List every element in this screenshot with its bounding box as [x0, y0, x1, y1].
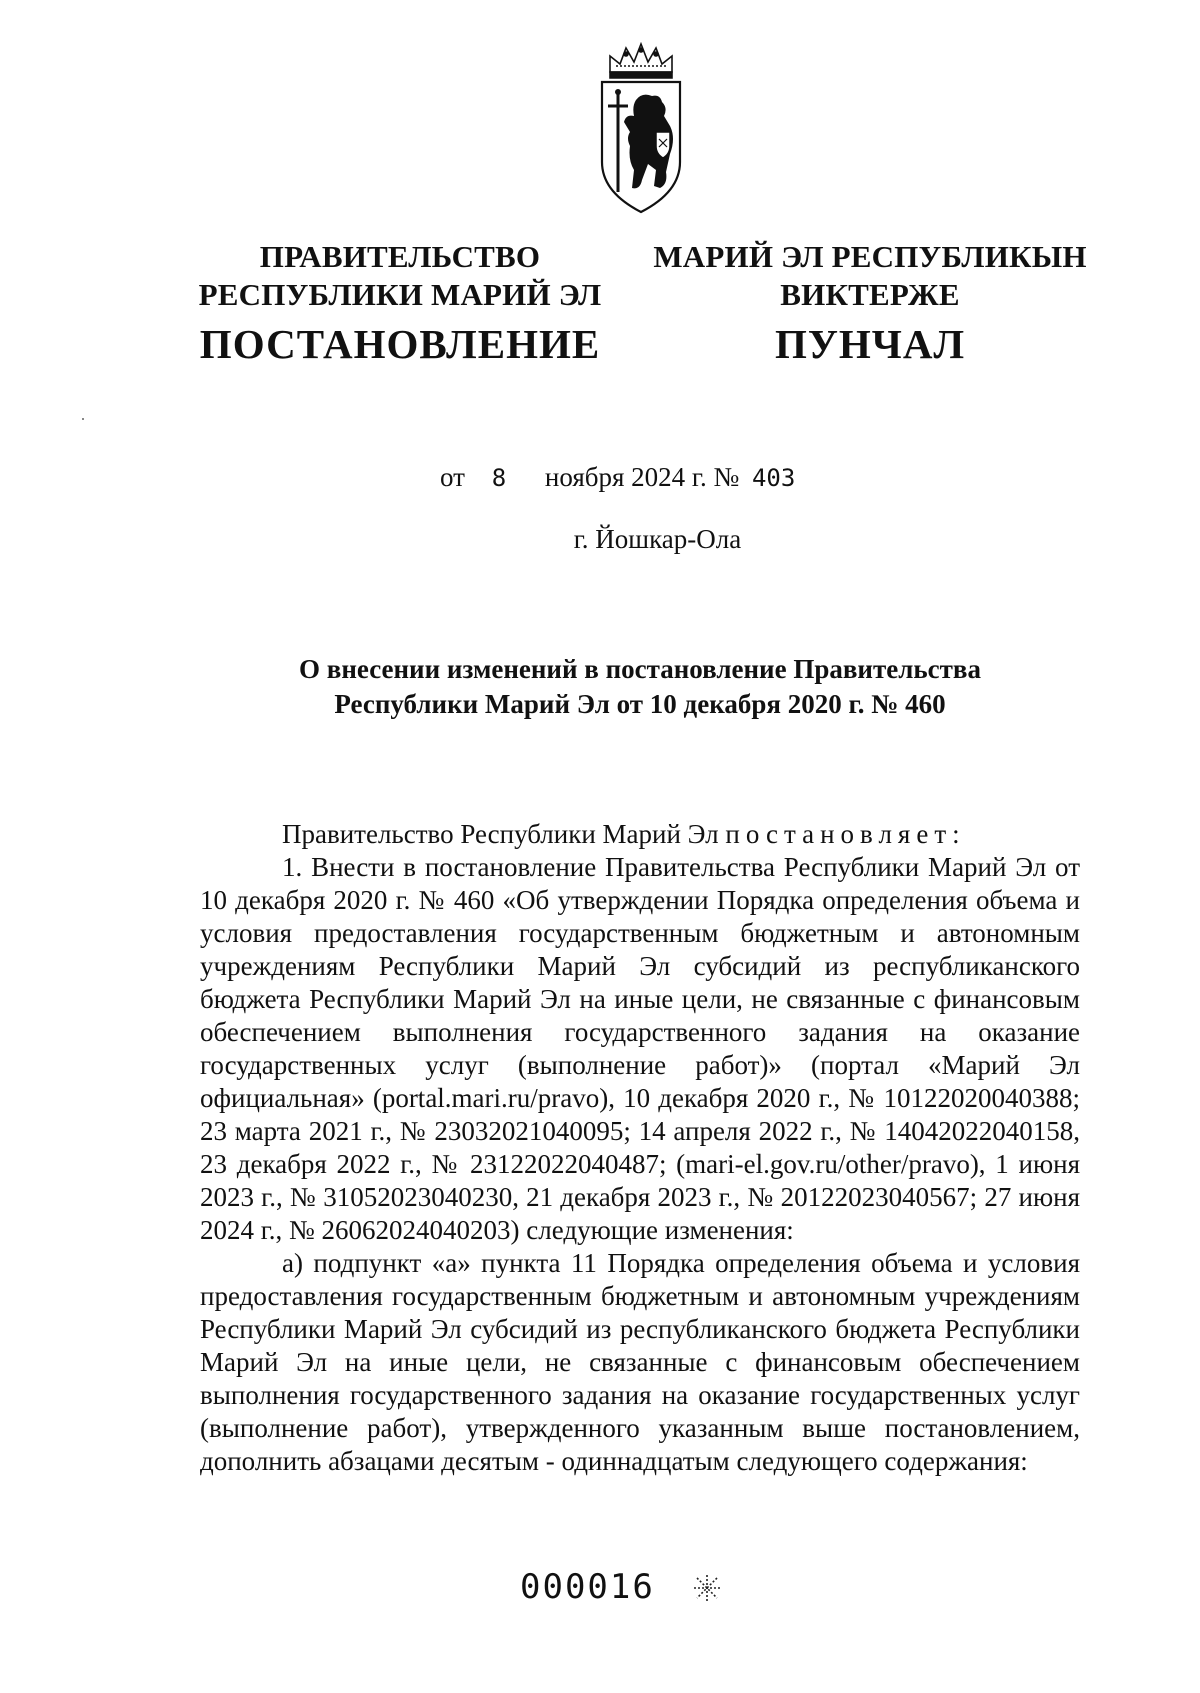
header-right-line1: МАРИЙ ЭЛ РЕСПУБЛИКЫН	[653, 239, 1087, 274]
date-line	[440, 460, 795, 495]
scan-speck	[82, 418, 84, 420]
city: г. Йошкар-Ола	[573, 524, 742, 554]
document-kind-right: ПУНЧАЛ	[774, 321, 966, 367]
document-number: 403	[751, 464, 796, 492]
snowflake-mark-icon	[692, 1573, 722, 1603]
body-item-1: 1. Внести в постановление Правительства Республики Марий Эл от 10 декабря 2020 г. № 460 «Об утверждении Порядка определения объема и условия предоставления государственным бюджетным и автономным учреждениям Республики Марий Эл субсидий из республиканского бюджета Республики Марий Эл на иные цели, не связанные с финансовым обеспечением выполнения государственного задания на оказание государственных услуг (выполнение работ)» (портал «Марий Эл официальная» (portal.mari.ru/pravo), 10 декабря 2020 г., № 10122020040388; 23 марта 2021 г., № 23032021040095; 14 апреля 2022 г., № 14042022040158, 23 декабря 2022 г., № 23122022040487; (mari-el.gov.ru/other/pravo), 1 июня 2023 г., № 31052023040230, 21 декабря 2023 г., № 20122023040567; 27 июня 2024 г., № 26062024040203) следующие изменения:	[200, 852, 1080, 1245]
title-line1: О внесении изменений в постановление Правительства	[299, 654, 981, 684]
coat-of-arms-bear-icon	[596, 42, 686, 217]
document-title	[200, 652, 1080, 722]
header-left-line1: ПРАВИТЕЛЬСТВО	[259, 239, 541, 274]
date-day: 8	[491, 464, 507, 492]
header-left	[180, 238, 620, 314]
intro-verb: постановляет:	[725, 819, 966, 849]
body-item-a: а) подпункт «а» пункта 11 Порядка определения объема и условия предоставления государственным бюджетным и автономным учреждениям Республики Марий Эл субсидий из республиканского бюджета Республики Марий Эл на иные цели, не связанные с финансовым обеспечением выполнения государственного задания на оказание государственных услуг (выполнение работ), утвержденного указанным выше постановлением, дополнить абзацами десятым - одиннадцатым следующего содержания:	[200, 1248, 1080, 1476]
document-body	[200, 818, 1080, 1478]
date-month-year: ноября 2024 г. №	[544, 462, 740, 492]
serial-number: 000016	[520, 1567, 655, 1607]
header-right	[640, 238, 1100, 314]
body-intro	[200, 818, 1080, 851]
title-line2: Республики Марий Эл от 10 декабря 2020 г. № 460	[334, 689, 946, 719]
document-kind-left: ПОСТАНОВЛЕНИЕ	[199, 321, 601, 367]
intro-text: Правительство Республики Марий Эл	[282, 819, 726, 849]
header-left-line2: РЕСПУБЛИКИ МАРИЙ ЭЛ	[198, 277, 602, 312]
date-prefix: от	[440, 462, 465, 492]
header-right-line2: ВИКТЕРЖЕ	[780, 277, 960, 312]
